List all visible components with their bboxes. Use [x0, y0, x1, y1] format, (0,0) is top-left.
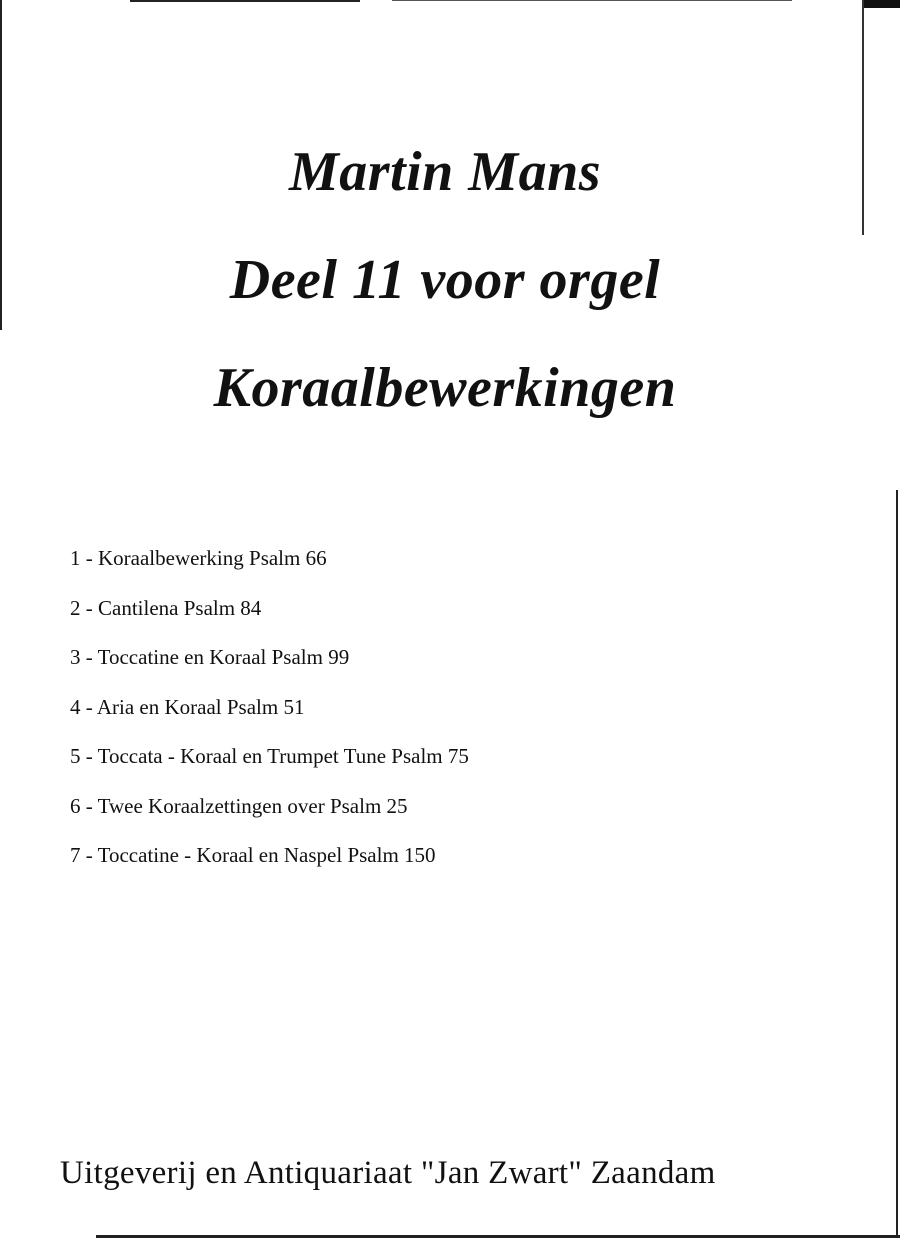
scan-corner-right	[864, 0, 900, 8]
publisher-line: Uitgeverij en Antiquariaat "Jan Zwart" Zaandam	[60, 1155, 716, 1191]
contents-item: 1 - Koraalbewerking Psalm 66	[70, 546, 327, 570]
scan-edge-top	[130, 0, 360, 2]
title-block	[0, 118, 890, 442]
collection-title: Koraalbewerkingen	[213, 357, 677, 419]
scan-edge-top-right	[392, 0, 792, 1]
contents-item: 4 - Aria en Koraal Psalm 51	[70, 694, 305, 719]
contents-list	[70, 534, 469, 881]
contents-item: 6 - Twee Koraalzettingen over Psalm 25	[70, 793, 408, 818]
contents-item: 2 - Cantilena Psalm 84	[70, 595, 262, 620]
contents-item: 7 - Toccatine - Koraal en Naspel Psalm 150	[70, 843, 436, 867]
contents-item: 3 - Toccatine en Koraal Psalm 99	[70, 645, 350, 669]
scan-edge-right-long	[896, 490, 898, 1238]
volume-title: Deel 11 voor orgel	[229, 249, 661, 311]
composer-name: Martin Mans	[288, 141, 602, 203]
contents-item: 5 - Toccata - Koraal en Trumpet Tune Psalm 75	[70, 744, 469, 768]
